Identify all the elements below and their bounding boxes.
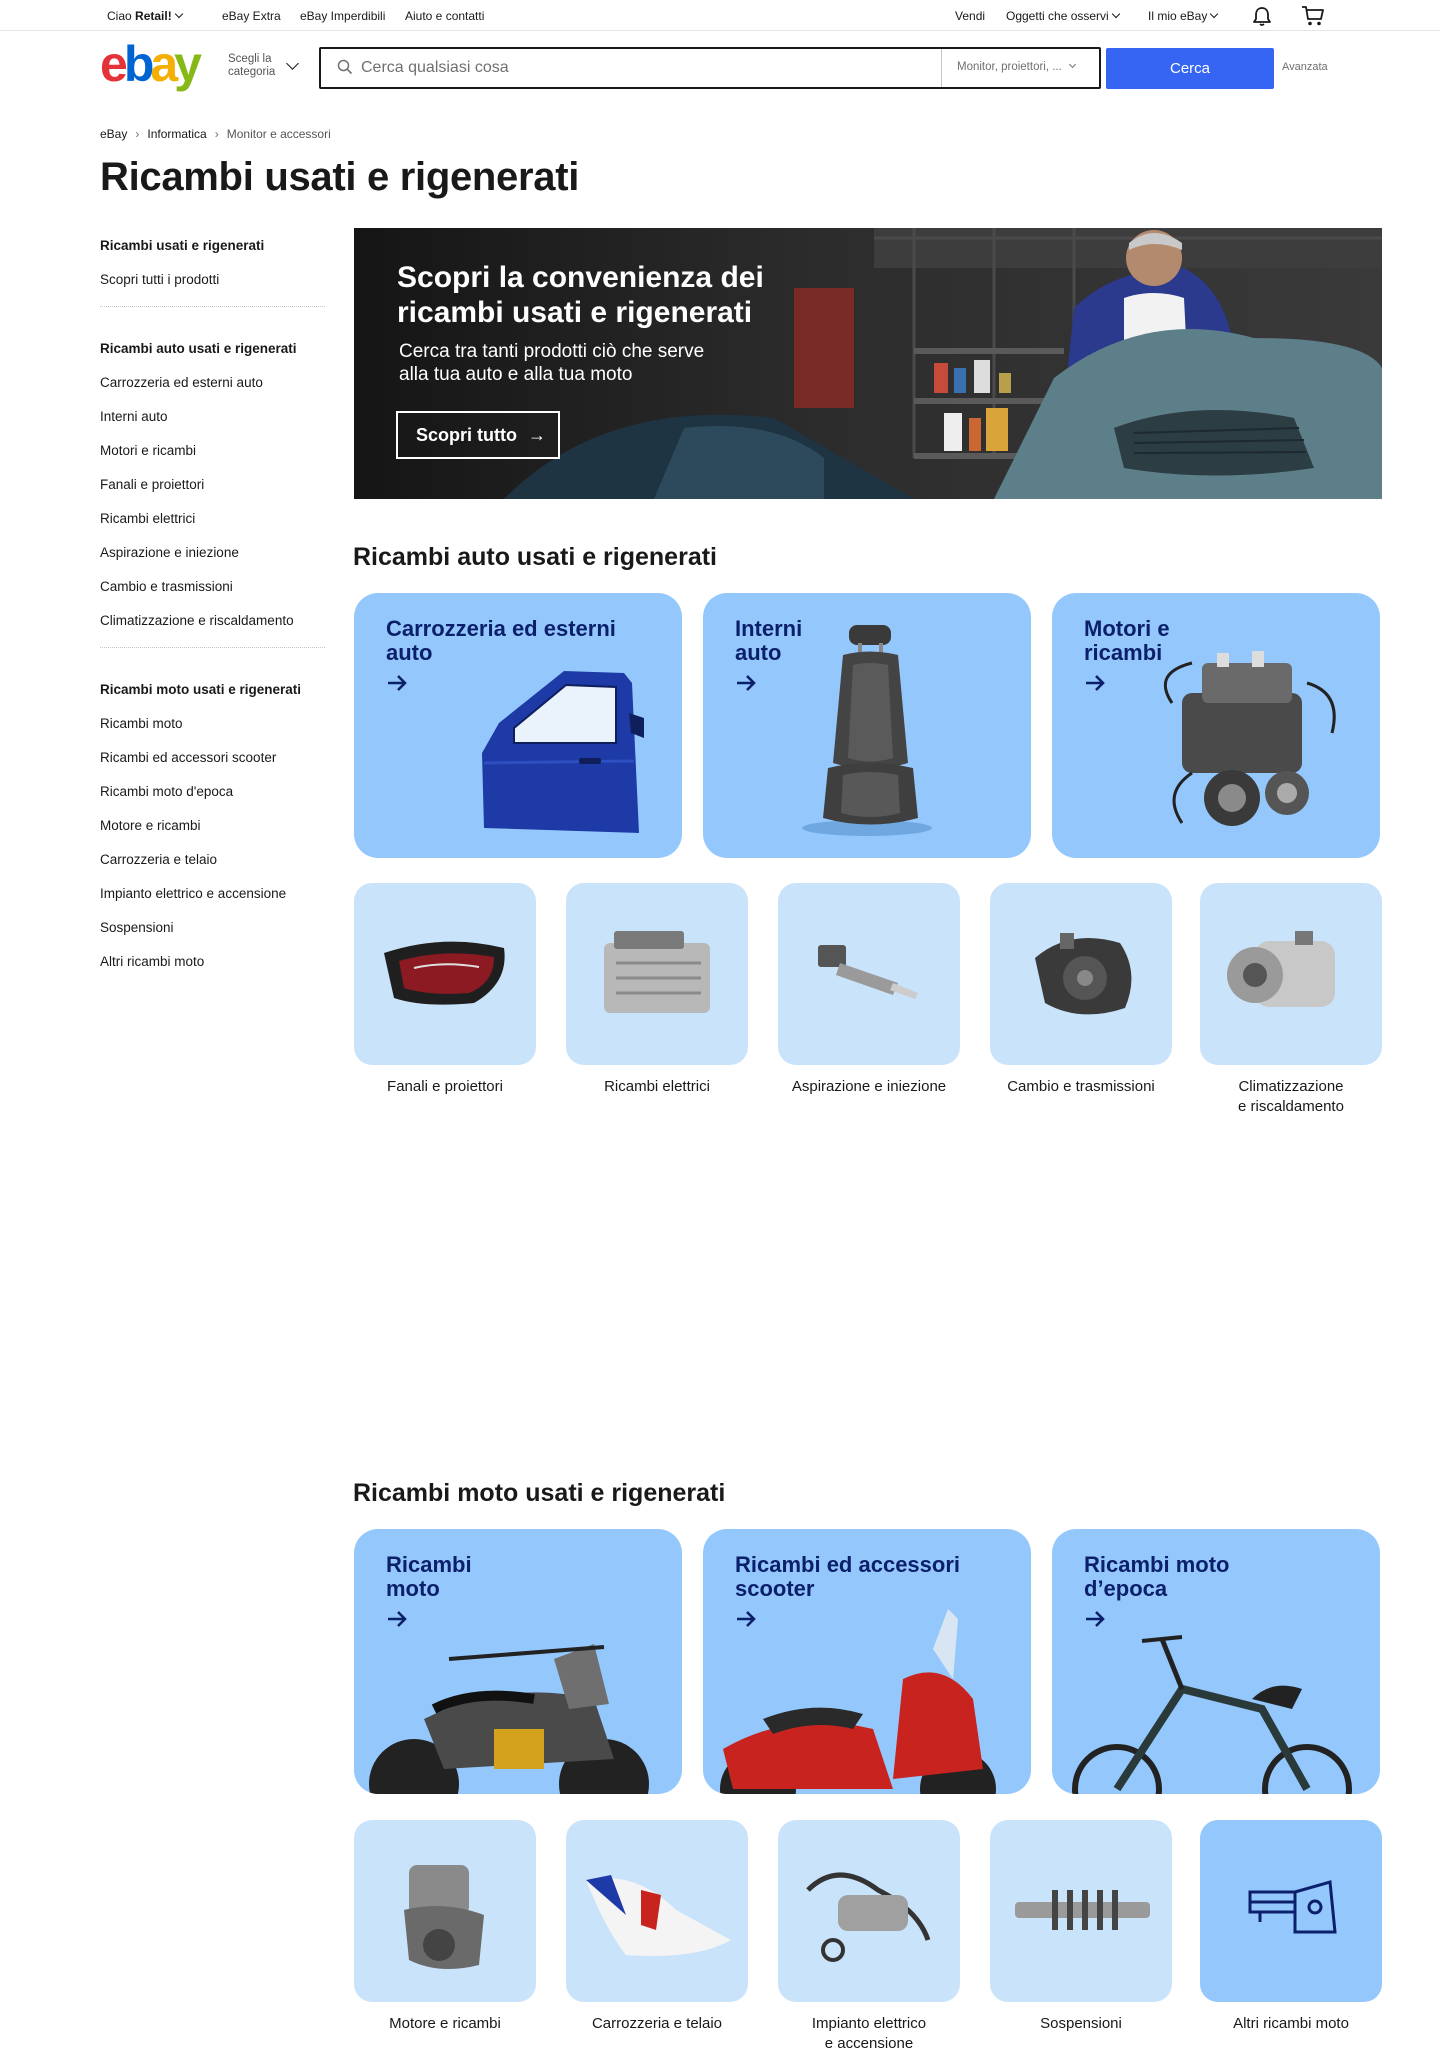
sidebar-item[interactable]: Ricambi moto [100,716,183,731]
bell-icon[interactable] [1251,5,1275,27]
sidebar-item[interactable]: Motori e ricambi [100,443,197,458]
sidebar-item[interactable]: Ricambi ed accessori scooter [100,750,277,765]
card-title [1084,617,1354,665]
category-select-line1: Scegli la [228,53,272,65]
gearbox-image [990,883,1172,1065]
arrow-right-icon: → [528,424,547,445]
chevron-down-icon [1210,10,1218,18]
tile-label: Carrozzeria e telaio [591,2015,723,2032]
tile-impianto-elettrico[interactable] [778,1820,960,2054]
sidebar-heading-usati[interactable]: Ricambi usati e rigenerati [100,238,265,253]
search-category-value: Monitor, proiettori, ... [957,61,1062,73]
arrow-right-icon [386,673,408,693]
site-header [0,31,1440,107]
link-sell[interactable]: Vendi [955,9,986,23]
ecu-image [566,883,748,1065]
tile-cambio-trasmissioni[interactable] [990,883,1172,1097]
card-title-text: Ricambi moto d’epoca [1084,1552,1230,1601]
search-button[interactable]: Cerca [1106,48,1274,89]
tile-label: Ricambi elettrici [604,1078,710,1095]
section-title-auto: Ricambi auto usati e rigenerati [353,543,717,571]
ebay-logo[interactable] [100,41,218,97]
tile-image-box [354,1820,536,2002]
card-ricambi-moto[interactable] [354,1529,682,1794]
arrow-right-icon [1084,1609,1106,1629]
card-interni-auto[interactable] [703,593,1031,858]
tile-label: Climatizzazione e riscaldamento [1238,1078,1344,1115]
sidebar-item[interactable]: Climatizzazione e riscaldamento [100,613,294,628]
sidebar-heading-moto[interactable]: Ricambi moto usati e rigenerati [100,682,302,697]
link-ebay-imperdibili[interactable]: eBay Imperdibili [300,9,386,23]
advanced-search-link[interactable]: Avanzata [1282,61,1328,73]
arrow-right-icon [1084,673,1106,693]
hero-title: Scopri la convenienza dei ricambi usati e rigenerati [397,261,764,329]
tile-label: Altri ricambi moto [1233,2015,1349,2032]
motorcycle-handlebar-icon [1200,1820,1382,2002]
sidebar-item[interactable]: Altri ricambi moto [100,954,205,969]
card-title-text: Ricambi ed accessori scooter [735,1552,961,1601]
breadcrumb [100,127,331,141]
my-ebay-menu[interactable] [1148,9,1217,23]
card-carrozzeria-auto[interactable] [354,593,682,858]
tile-carrozzeria-telaio[interactable] [566,1820,748,2034]
tile-image-box [566,1820,748,2002]
tile-label: Fanali e proiettori [387,1078,503,1095]
injector-image [778,883,960,1065]
card-ricambi-scooter[interactable] [703,1529,1031,1794]
sidebar-item[interactable]: Sospensioni [100,920,174,935]
watchlist-label: Oggetti che osservi [1006,9,1109,23]
hero-banner[interactable] [354,228,1382,499]
sidebar-item[interactable]: Carrozzeria e telaio [100,852,218,867]
card-ricambi-moto-epoca[interactable] [1052,1529,1380,1794]
tile-motore-ricambi[interactable] [354,1820,536,2034]
watchlist-menu[interactable] [1006,9,1119,23]
sidebar-item[interactable]: Cambio e trasmissioni [100,579,233,594]
headlight-image [354,883,536,1065]
card-title-text: Ricambi moto [386,1552,472,1601]
greeting-suffix: ! [167,9,172,23]
chevron-down-icon [1111,10,1119,18]
tile-image-box [1200,1820,1382,2002]
card-title: Carrozzeria ed esterni auto [386,616,616,665]
card-title-text: Motori e ricambi [1084,616,1170,665]
category-select-line2: categoria [228,66,276,78]
sidebar-item[interactable]: Aspirazione e iniezione [100,545,239,560]
tile-climatizzazione[interactable] [1200,883,1382,1117]
cart-icon[interactable] [1301,5,1325,27]
chevron-right-icon: › [135,127,140,141]
shock-absorber-image [990,1820,1172,2002]
tile-image-box [778,1820,960,2002]
tile-ricambi-elettrici[interactable] [566,883,748,1097]
card-title [735,617,1005,665]
tile-sospensioni[interactable] [990,1820,1172,2034]
tile-label: Motore e ricambi [389,2015,501,2032]
sidebar-item[interactable]: Ricambi elettrici [100,511,196,526]
sidebar-nav [100,238,325,988]
sidebar-item[interactable]: Motore e ricambi [100,818,201,833]
section-title-moto: Ricambi moto usati e rigenerati [353,1479,726,1507]
tile-altri-ricambi-moto[interactable] [1200,1820,1382,2034]
card-motori-ricambi[interactable] [1052,593,1380,858]
tile-aspirazione-iniezione[interactable] [778,883,960,1097]
fuel-pump-image [778,1820,960,2002]
search-bar [319,47,1101,89]
sidebar-divider [100,306,325,307]
breadcrumb-ebay[interactable]: eBay [100,127,128,141]
arrow-right-icon [735,1609,757,1629]
sidebar-item[interactable]: Fanali e proiettori [100,477,205,492]
sidebar-item[interactable]: Impianto elettrico e accensione [100,886,287,901]
search-category-dropdown[interactable] [941,49,1099,87]
chevron-right-icon: › [214,127,219,141]
tile-image-box [566,883,748,1065]
card-title [386,1553,656,1601]
my-ebay-label: Il mio eBay [1148,9,1208,23]
hero-cta-button[interactable] [396,411,560,459]
sidebar-heading-auto[interactable]: Ricambi auto usati e rigenerati [100,341,297,356]
tile-label: Sospensioni [1040,2015,1122,2032]
tile-image-box [778,883,960,1065]
svg-text:ebay: ebay [100,41,198,92]
tile-label: Impianto elettrico e accensione [811,2015,927,2052]
sidebar-item[interactable]: Carrozzeria ed esterni auto [100,375,263,390]
arrow-right-icon [386,1609,408,1629]
sidebar-item[interactable]: Interni auto [100,409,168,424]
ac-compressor-image [1200,883,1382,1065]
tile-image-box [990,1820,1172,2002]
tile-image-box [1200,883,1382,1065]
tile-image-box [354,883,536,1065]
hero-cta-label: Scopri tutto [416,424,517,445]
page-title: Ricambi usati e rigenerati [100,155,580,199]
chevron-down-icon [1069,61,1076,68]
breadcrumb-current: Monitor e accessori [226,127,331,141]
moto-engine-image [354,1820,536,2002]
greeting-prefix: Ciao [107,9,132,23]
arrow-right-icon [735,673,757,693]
tile-label: Aspirazione e iniezione [791,1078,947,1095]
sidebar-divider [100,647,325,648]
top-utility-bar [0,0,1440,31]
greeting[interactable] [107,9,182,23]
category-select[interactable] [228,53,275,79]
breadcrumb-informatica[interactable]: Informatica [147,127,207,141]
tile-fanali-proiettori[interactable] [354,883,536,1097]
fairing-image [566,1820,748,2002]
link-ebay-extra[interactable]: eBay Extra [222,9,281,23]
chevron-down-icon[interactable] [286,57,299,70]
tile-label: Cambio e trasmissioni [1007,1078,1155,1095]
chevron-down-icon [174,10,182,18]
tile-image-box [990,883,1172,1065]
search-input[interactable] [361,56,941,80]
search-icon [337,59,353,75]
sidebar-item[interactable]: Scopri tutti i prodotti [100,272,220,287]
card-title [1084,1553,1354,1601]
hero-subtitle: Cerca tra tanti prodotti ciò che serve alla tua auto e alla tua moto [399,341,705,385]
card-title [735,1553,1005,1601]
sidebar-item[interactable]: Ricambi moto d'epoca [100,784,234,799]
card-title-text: Interni auto [735,616,803,665]
greeting-name[interactable]: Retail [135,9,168,23]
link-aiuto-contatti[interactable]: Aiuto e contatti [405,9,485,23]
